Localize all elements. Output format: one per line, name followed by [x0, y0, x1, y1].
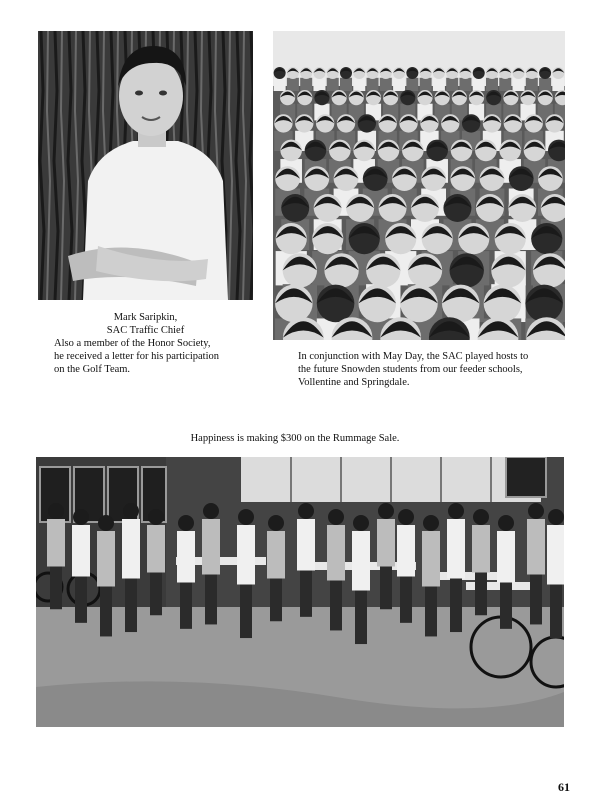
rummage-sale-caption: Happiness is making $300 on the Rummage Sale.	[190, 433, 400, 444]
portrait-photo	[38, 31, 253, 300]
caption-line: he received a letter for his participation	[54, 351, 220, 362]
caption-line: the future Snowden students from our feeder schools,	[298, 364, 523, 375]
caption-line: Also a member of the Honor Society,	[54, 338, 211, 349]
caption-line: SAC Traffic Chief	[106, 325, 185, 336]
rummage-sale-photo	[36, 457, 564, 727]
caption-line: In conjunction with May Day, the SAC played hosts to	[298, 351, 529, 362]
group-caption	[298, 350, 568, 389]
page-number: 61	[558, 780, 570, 794]
caption-line: Vollentine and Springdale.	[298, 377, 410, 388]
portrait-caption	[38, 311, 253, 376]
group-photo	[273, 31, 565, 340]
caption-line: Mark Saripkin,	[113, 312, 178, 323]
caption-line: on the Golf Team.	[54, 364, 131, 375]
